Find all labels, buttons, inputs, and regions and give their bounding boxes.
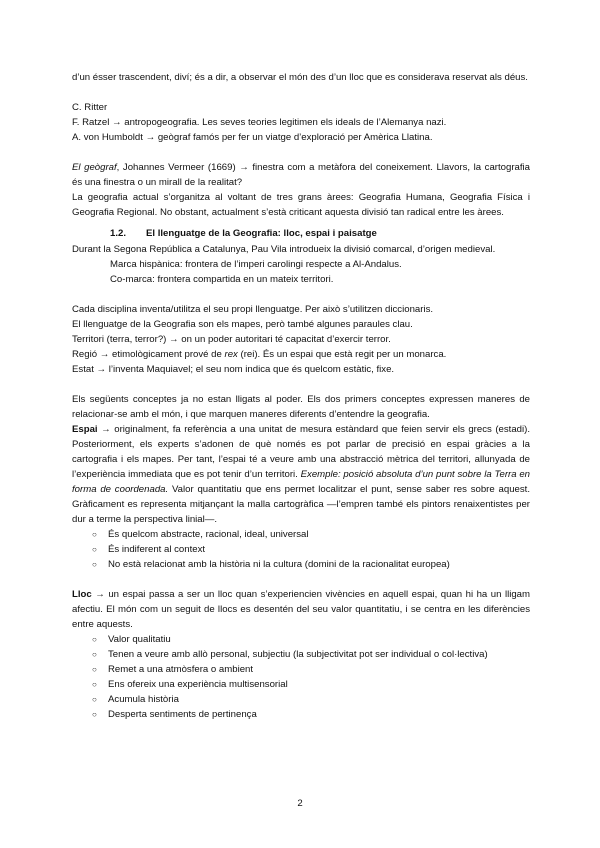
regio-line xyxy=(72,347,530,362)
authors-list xyxy=(72,100,530,145)
espai-example: Exemple: posició absoluta d’un punt sobre la Terra en forma de coordenada. xyxy=(72,469,531,495)
author-line: A. von Humboldt → geògraf famós per fer un viatge d’exploració per Amèrica Llatina. xyxy=(72,132,433,143)
lloc-term: Lloc xyxy=(72,589,92,600)
list-item: ○ Tenen a veure amb allò personal, subjectiu (la subjectivitat pot ser individual o col·lectiva) xyxy=(92,647,530,662)
author-line: C. Ritter xyxy=(72,102,108,113)
list-item: ○ Acumula història xyxy=(92,692,530,707)
section-title: El llenguatge de la Geografia: lloc, espai i paisatge xyxy=(146,228,377,239)
espai-paragraph xyxy=(72,422,530,527)
page-number: 2 xyxy=(297,798,303,809)
section-number: 1.2. xyxy=(110,228,127,239)
marca-line: Marca hispànica: frontera de l’imperi carolingi respecte a Al-Andalus. xyxy=(110,259,402,270)
espai-bullet-list xyxy=(72,527,530,572)
lloc-paragraph xyxy=(72,587,530,632)
marca-line: Co-marca: frontera compartida en un mateix territori. xyxy=(110,274,334,285)
rex-word: rex xyxy=(224,349,238,360)
regio-text: Regió → etimològicament prové de xyxy=(72,349,225,360)
areas-paragraph: La geografia actual s’organitza al voltant de tres grans àrees: Geografia Humana, Geografia Física i Geografia Regional. No obstant, actualment s’està criticant aquesta divisió tan radical entre les àrees. xyxy=(72,192,530,218)
list-item: ○ No està relacionat amb la història ni la cultura (domini de la racionalitat europea) xyxy=(92,557,530,572)
author-line: F. Ratzel → antropogeografia. Les seves teories legitimen els ideals de l’Alemanya nazi. xyxy=(72,117,447,128)
comarca-paragraph: Durant la Segona República a Catalunya, Pau Vila introdueix la divisió comarcal, d’origen medieval. xyxy=(72,244,496,255)
estat-line: Estat → l’inventa Maquiavel; el seu nom indica que és quelcom estàtic, fixe. xyxy=(72,364,395,375)
lloc-text: → un espai passa a ser un lloc quan s’experiencien vivències en aquell espai, quan hi ha un lligam afectiu. El món com un seguit de llocs es desentén del seu valor quantitatiu, i se centra en les diferències entre aquests. xyxy=(72,589,530,630)
vermeer-paragraph xyxy=(72,160,530,190)
page-body xyxy=(72,70,530,722)
language-line: El llenguatge de la Geografia son els mapes, però també algunes paraules clau. xyxy=(72,319,413,330)
espai-term: Espai xyxy=(72,424,98,435)
list-item: ○ Remet a una atmòsfera o ambient xyxy=(92,662,530,677)
list-item: ○ Ens ofereix una experiència multisensorial xyxy=(92,677,530,692)
espai-text: → originalment, fa referència a una unitat de mesura estàndard que feien servir els grecs (estadi). Posteriorment, els experts s’adonen de què només es pot parlar de precisió en espai gràcies a la cartografia i els mapes. Per tant, l’espai té a veure amb una abstracció mètrica del territori, allunyada de l’experiència immediata que es pot tenir d’un territori. xyxy=(72,424,530,480)
language-line: Cada disciplina inventa/utilitza el seu propi llenguatge. Per això s’utilitzen diccionaris. xyxy=(72,304,434,315)
concepts-paragraph: Els següents conceptes ja no estan lligats al poder. Els dos primers conceptes expressen maneres de relacionar-se amb el món, i que marquen maneres diferents d’entendre la geografia. xyxy=(72,394,530,420)
list-item: ○ És indiferent al context xyxy=(92,542,530,557)
vermeer-text: , Johannes Vermeer (1669) → finestra com a metàfora del coneixement. Llavors, la cartografia és una finestra o un mirall de la realitat? xyxy=(72,162,531,188)
painting-title: El geògraf xyxy=(72,162,117,173)
language-line: Territori (terra, terror?) → on un poder autoritari té capacitat d’exercir terror. xyxy=(72,334,391,345)
list-item: ○ Desperta sentiments de pertinença xyxy=(92,707,530,722)
section-heading xyxy=(110,226,530,241)
lloc-bullet-list xyxy=(72,632,530,722)
list-item: ○ És quelcom abstracte, racional, ideal, universal xyxy=(92,527,530,542)
espai-text: Valor quantitatiu que ens permet localitzar el punt, sense saber res sobre aquest. Gràficament es representa mitjançant la malla cartogràfica —l’empren també els pintors renaixentistes per dur a terme la perspectiva linial—. xyxy=(72,484,530,525)
intro-paragraph: d’un ésser trascendent, diví; és a dir, a observar el món des d’un lloc que es considerava reservat als déus. xyxy=(72,72,528,83)
regio-text: (rei). És un espai que està regit per un monarca. xyxy=(237,349,447,360)
list-item: ○ Valor qualitatiu xyxy=(92,632,530,647)
